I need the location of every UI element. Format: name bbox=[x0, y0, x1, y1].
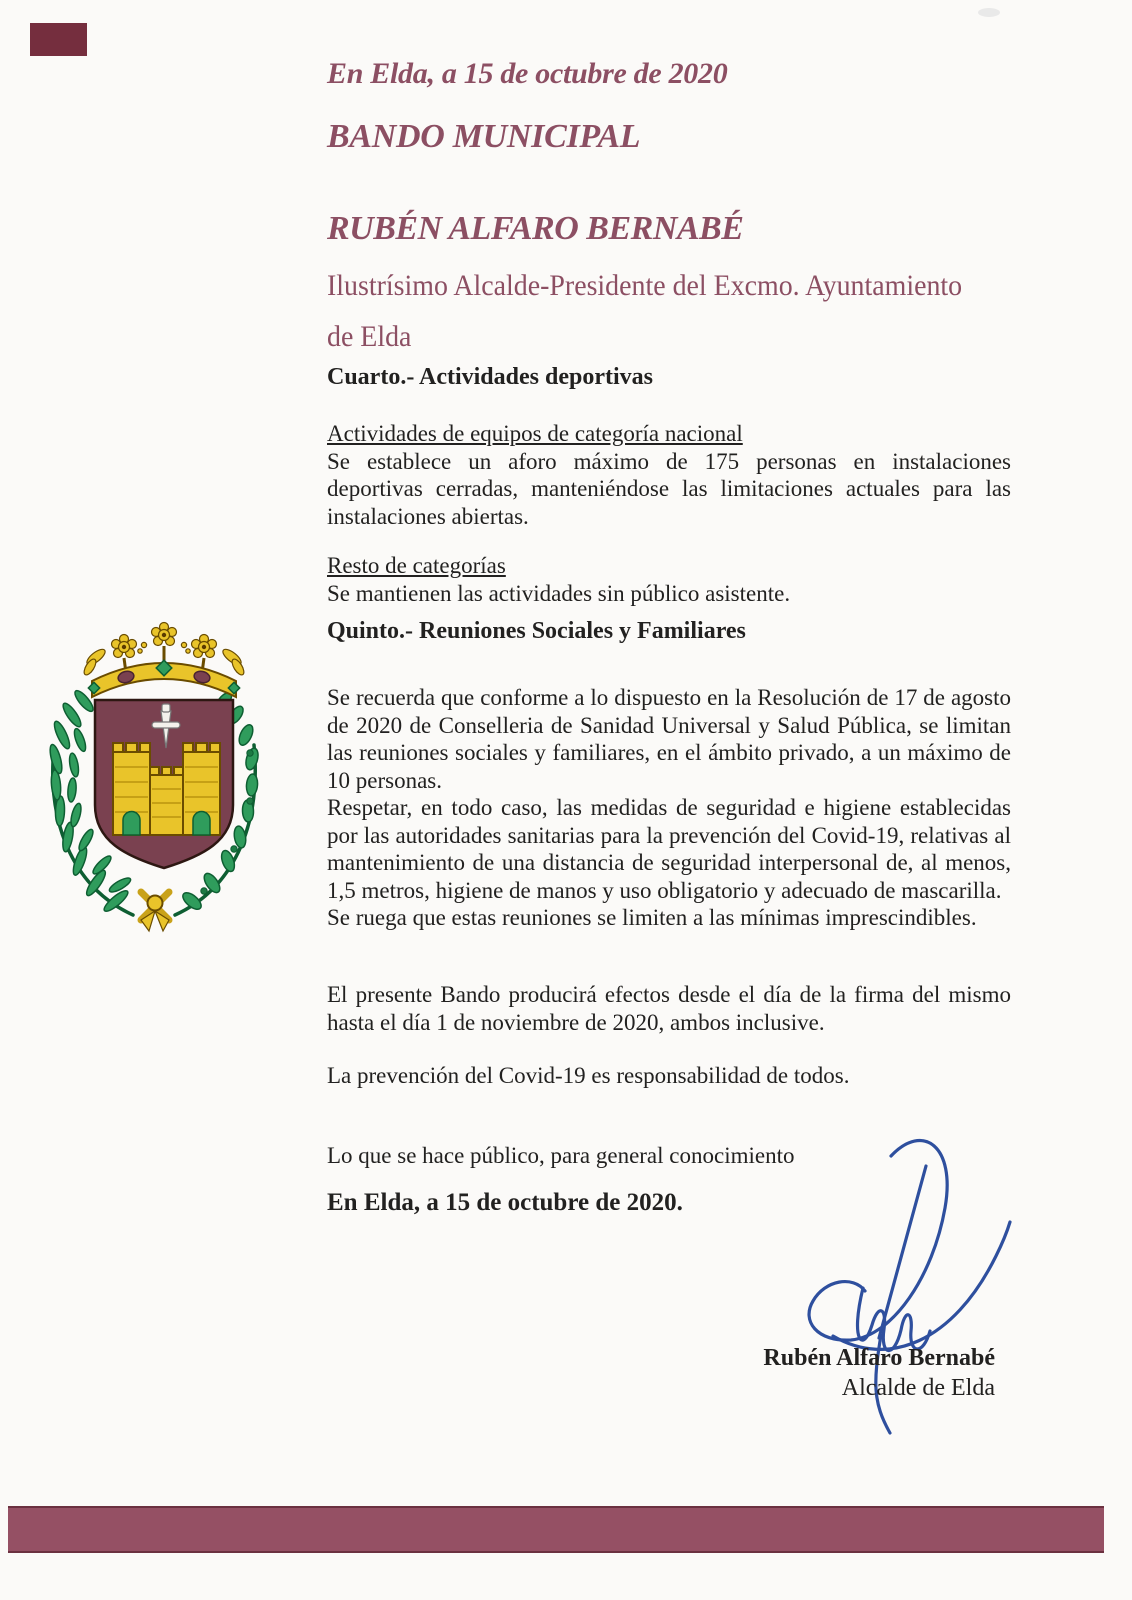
responsibility-line: La prevención del Covid-19 es responsabilidad de todos. bbox=[327, 1063, 850, 1088]
crown-icon bbox=[82, 623, 246, 698]
section4-sub2-heading: Resto de categorías bbox=[327, 553, 506, 578]
mayor-title bbox=[327, 260, 1087, 362]
section5-paragraph3: Se ruega que estas reuniones se limiten a las mínimas imprescindibles. bbox=[327, 905, 977, 930]
mayor-title-line2: de Elda bbox=[327, 320, 412, 353]
section4-heading: Cuarto.- Actividades deportivas bbox=[327, 364, 653, 390]
section4-sub1-paragraph: Se establece un aforo máximo de 175 personas en instalaciones deportivas cerradas, manteniéndose las limitaciones actuales para las instalaciones abiertas. bbox=[327, 448, 1011, 529]
mayor-name-heading: RUBÉN ALFARO BERNABÉ bbox=[327, 210, 744, 247]
ribbon-tie-icon bbox=[141, 892, 169, 931]
document-date-heading: En Elda, a 15 de octubre de 2020 bbox=[327, 57, 728, 90]
document-title: BANDO MUNICIPAL bbox=[327, 118, 641, 155]
section4-subsection2 bbox=[327, 552, 1011, 607]
elda-coat-of-arms-emblem bbox=[28, 615, 280, 935]
effect-paragraph-block bbox=[327, 981, 1011, 1036]
effect-paragraph: El presente Bando producirá efectos desde el día de la firma del mismo hasta el día 1 de noviembre de 2020, ambos inclusive. bbox=[327, 982, 1011, 1035]
section5-paragraph1: Se recuerda que conforme a lo dispuesto en la Resolución de 17 de agosto de 2020 de Conselleria de Sanidad Universal y Salud Pública, se limitan las reuniones sociales y familiares, en el ámbito privado, a un máximo de 10 personas. bbox=[327, 685, 1011, 793]
scan-speck bbox=[978, 8, 1000, 17]
closing-date-line: En Elda, a 15 de octubre de 2020. bbox=[327, 1189, 683, 1216]
handwritten-signature bbox=[793, 1128, 1021, 1466]
signer-name: Rubén Alfaro Bernabé bbox=[763, 1345, 995, 1371]
scan-corner-mark bbox=[30, 23, 87, 56]
section5-paragraphs bbox=[327, 684, 1011, 932]
section4-sub2-paragraph: Se mantienen las actividades sin público asistente. bbox=[327, 580, 791, 606]
shield-icon bbox=[95, 700, 233, 868]
footer-decorative-bar bbox=[8, 1506, 1104, 1553]
public-notice-line: Lo que se hace público, para general conocimiento bbox=[327, 1143, 795, 1168]
section5-heading: Quinto.- Reuniones Sociales y Familiares bbox=[327, 618, 746, 644]
signer-block bbox=[560, 1344, 995, 1403]
mayor-title-line1: Ilustrísimo Alcalde-Presidente del Excmo. Ayuntamiento bbox=[327, 269, 963, 302]
section5-paragraph2: Respetar, en todo caso, las medidas de seguridad e higiene establecidas por las autoridades sanitarias para la prevención del Covid-19, relativas al mantenimiento de una distancia de seguridad interpersonal de, al menos, 1,5 metros, higiene de manos y uso obligatorio y adecuado de mascarilla. bbox=[327, 795, 1011, 903]
signer-title: Alcalde de Elda bbox=[841, 1374, 995, 1401]
section4-subsection1 bbox=[327, 420, 1011, 530]
section4-sub1-heading: Actividades de equipos de categoría nacional bbox=[327, 421, 743, 446]
